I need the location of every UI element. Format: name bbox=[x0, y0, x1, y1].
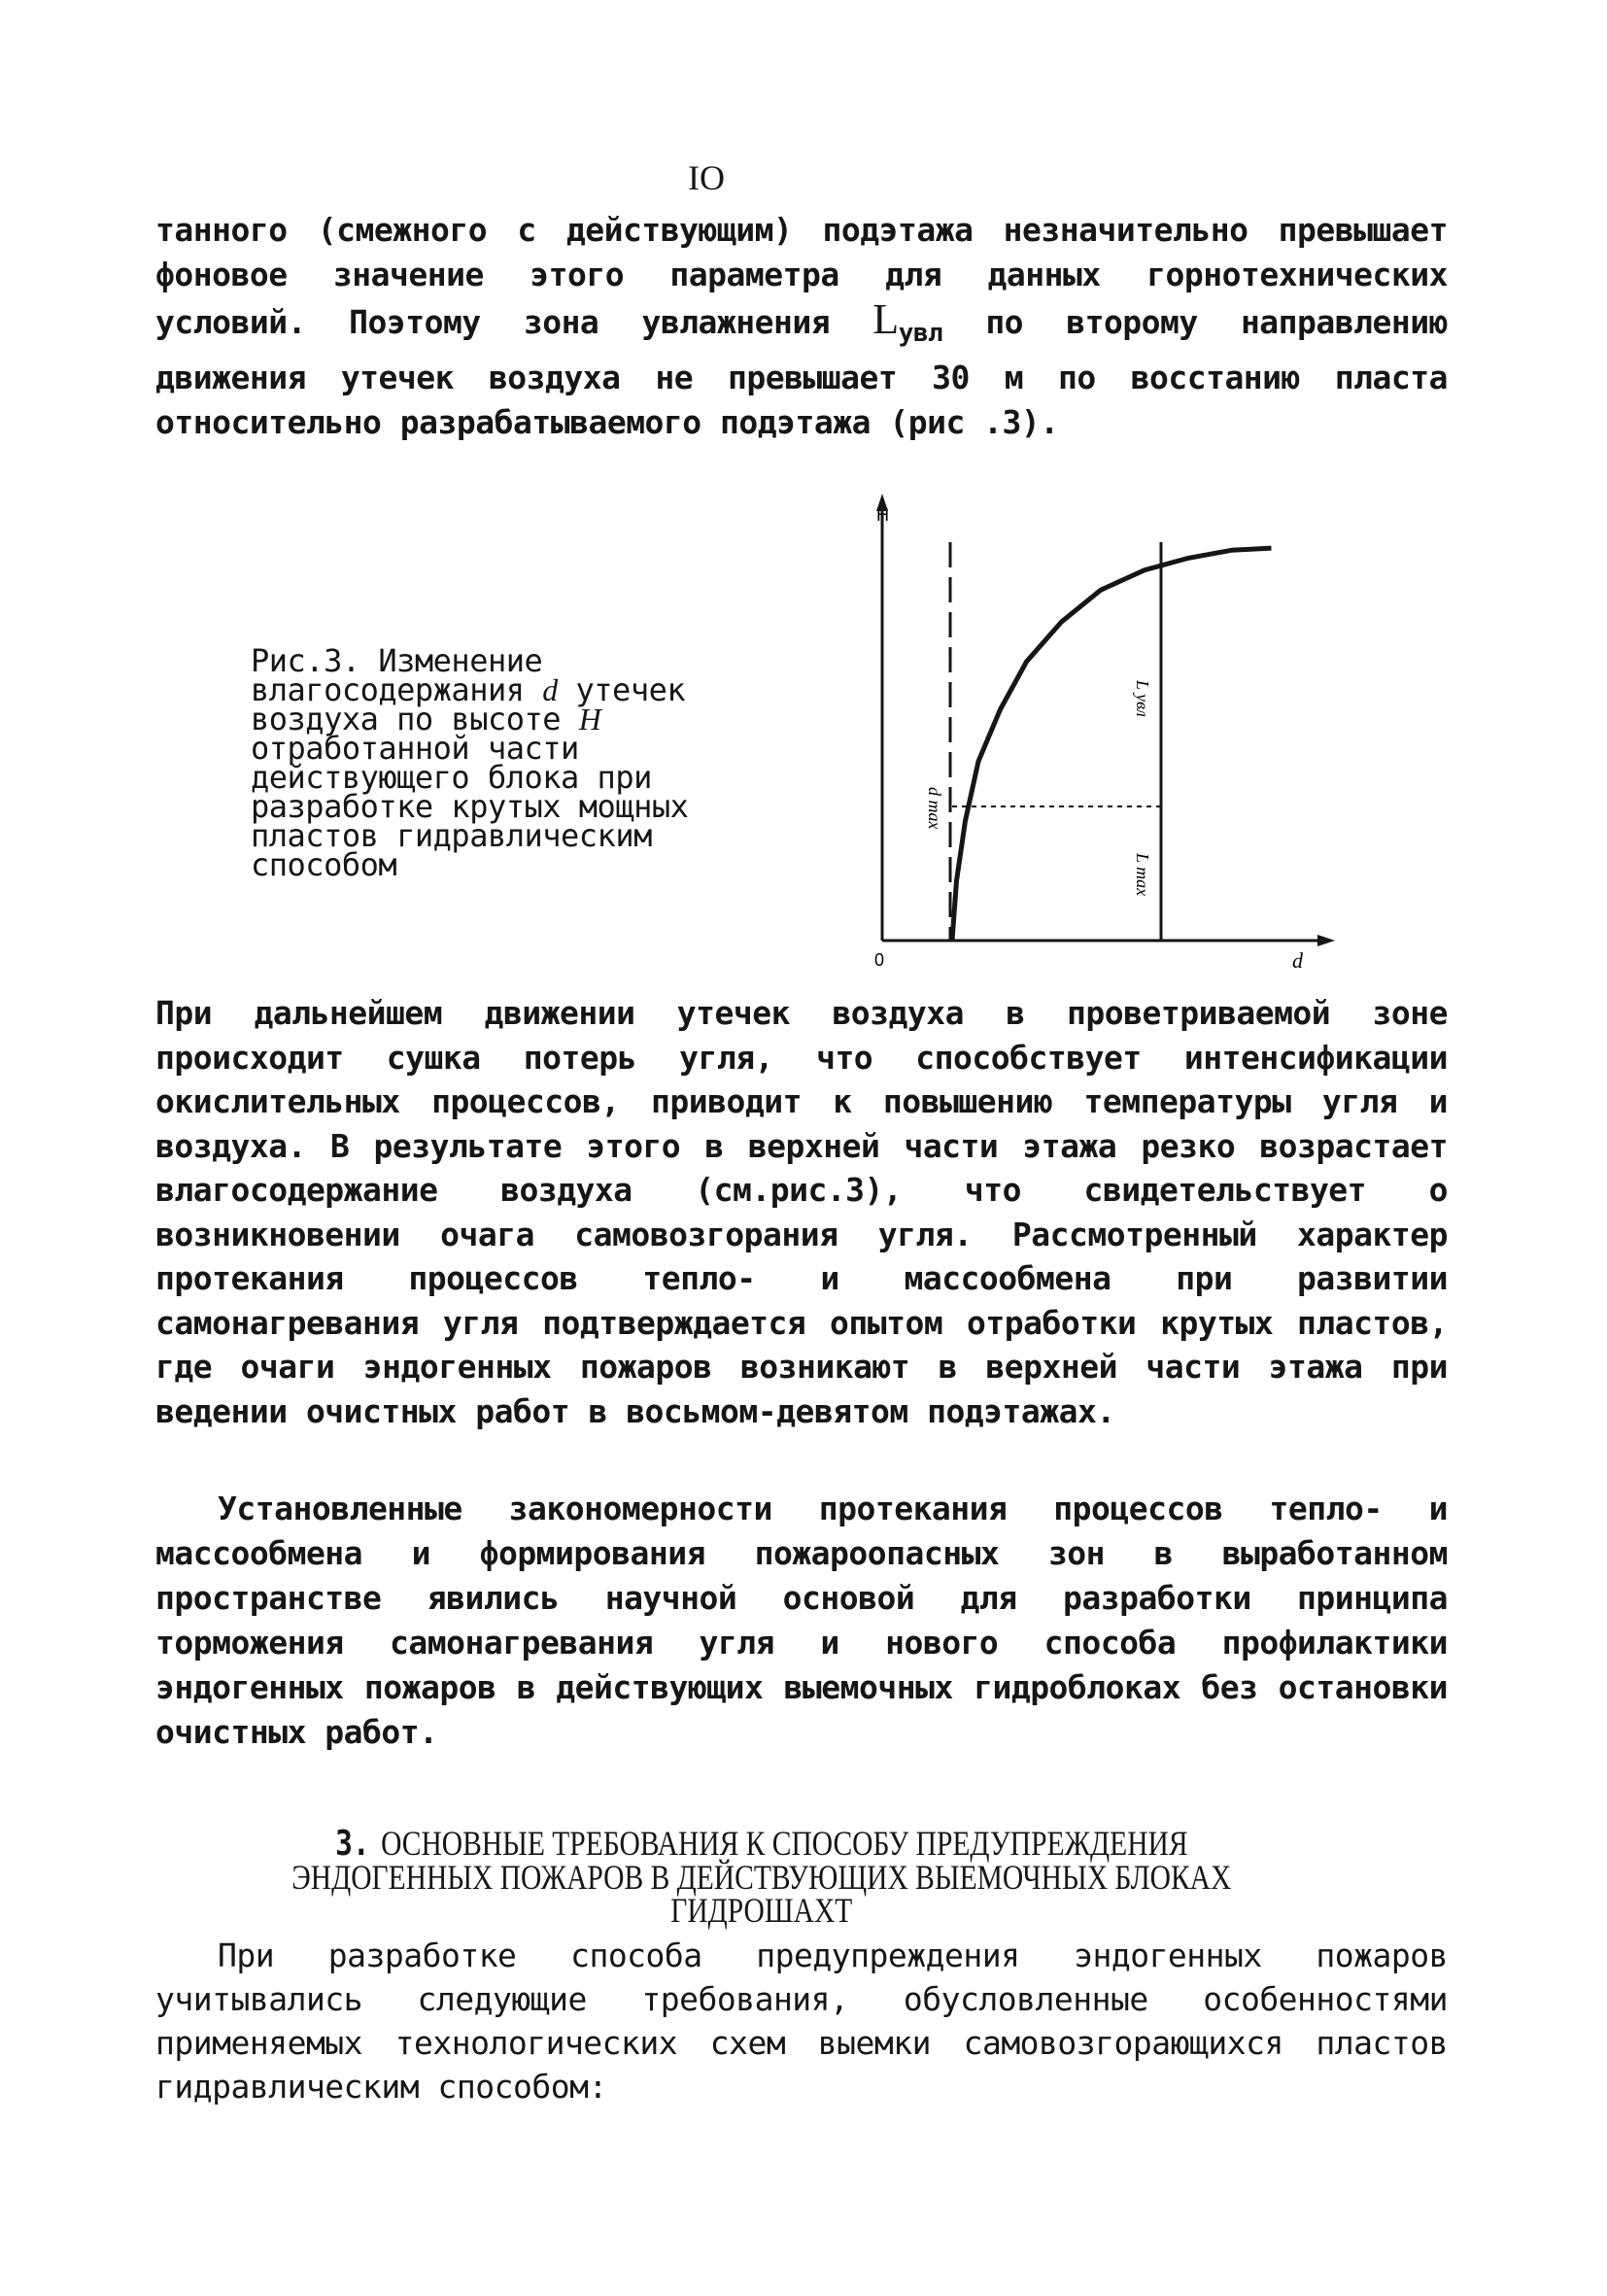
paragraph1-text-after: по второму направлению движения утечек воздуха не превышает 30 м по восстанию пласта относительно разрабатываемого подэтажа (рис .3). bbox=[155, 303, 1448, 441]
paragraph1-text-before: танного (смежного с действующим) подэтажа незначительно превышает фоновое значение этого параметра для данных горнотехнических условий. Поэтому зона увлажнения bbox=[155, 211, 1448, 341]
l-uvl-label: L увл bbox=[1133, 680, 1152, 717]
symbol-l-uvl-subscript: увл bbox=[898, 319, 943, 348]
caption-symbol-h: H bbox=[578, 702, 601, 737]
l-max-label: L max bbox=[1133, 853, 1152, 897]
caption-prefix: Рис.3. Изменение влагосодержания bbox=[251, 642, 543, 708]
section-title: ОСНОВНЫЕ ТРЕБОВАНИЯ К СПОСОБУ ПРЕДУПРЕЖДЕНИЯ ЭНДОГЕННЫХ ПОЖАРОВ В ДЕЙСТВУЮЩИХ ВЫЕМОЧНЫХ БЛОКАХ ГИДРОШАХТ bbox=[291, 1824, 1232, 1930]
section-number: 3. bbox=[335, 1824, 370, 1864]
section-heading bbox=[291, 1824, 1232, 1930]
caption-mid1: утечек воздуха по высоте bbox=[251, 671, 686, 737]
caption-mid2: отработанной части действующего блока при разработке крутых мощных пластов гидравлическим способом bbox=[251, 730, 689, 883]
origin-label: 0 bbox=[874, 950, 885, 970]
page-number: IO bbox=[688, 158, 725, 197]
paragraph-requirements: При разработке способа предупреждения эндогенных пожаров учитывались следующие требования, обусловленные особенностями применяемых технологических схем выемки самовозгорающихся пластов гидравлическим способом: bbox=[155, 1936, 1448, 2106]
paragraph-further-movement: При дальнейшем движении утечек воздуха в проветриваемой зоне происходит сушка потерь угля, что способствует интенсификации окислительных процессов, приводит к повышению температуры угля и воздуха. В результате этого в верхней части этажа резко возрастает влагосодержание воздуха (см.рис.3), что свидетельствует о возникновении очага самовозгорания угля. Рассмотренный характер протекания процессов тепло- и массообмена при развитии самонагревания угля подтверждается опытом отработки крутых пластов, где очаги эндогенных пожаров возникают в верхней части этажа при ведении очистных работ в восьмом-девятом подэтажах. bbox=[155, 994, 1448, 1430]
x-axis-label: d bbox=[1292, 948, 1303, 973]
chart-series-line bbox=[952, 548, 1272, 941]
x-axis-arrow bbox=[1317, 935, 1335, 946]
symbol-l-uvl: L bbox=[872, 295, 899, 343]
d-max-label: d max bbox=[925, 787, 944, 830]
caption-symbol-d: d bbox=[542, 672, 558, 707]
figure-3-chart bbox=[855, 476, 1360, 981]
paragraph-established-patterns: Установленные закономерности протекания процессов тепло- и массообмена и формирования пожароопасных зон в выработанном пространстве явились научной основой для разработки принципа торможения самонагревания угля и нового способа профилактики эндогенных пожаров в действующих выемочных гидроблоках без остановки очистных работ. bbox=[155, 1490, 1448, 1751]
paragraph-moisture-zone bbox=[155, 208, 1448, 445]
chart-svg bbox=[855, 476, 1360, 981]
figure-caption bbox=[251, 642, 814, 883]
y-axis-label: H bbox=[876, 505, 889, 525]
